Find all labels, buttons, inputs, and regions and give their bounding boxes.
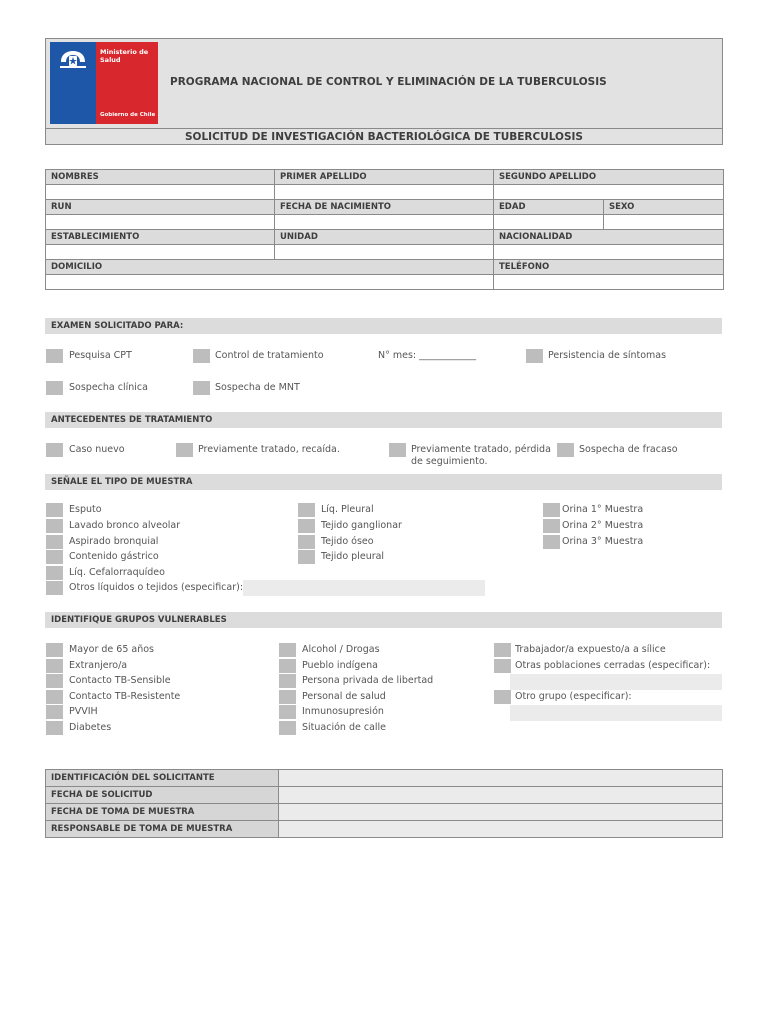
requester-table	[45, 769, 723, 838]
label-telefono: TELÉFONO	[494, 260, 724, 275]
checkbox-liq-cefalorraquideo[interactable]	[46, 566, 63, 580]
label-tejido-oseo: Tejido óseo	[321, 536, 374, 547]
field-unidad[interactable]	[275, 245, 494, 260]
label-caso-nuevo: Caso nuevo	[69, 444, 125, 455]
checkbox-sospecha-clinica[interactable]	[46, 381, 63, 395]
checkbox-otros-liquidos[interactable]	[46, 581, 63, 595]
field-fecha-nacimiento[interactable]	[275, 215, 494, 230]
checkbox-expuesto-silice[interactable]	[494, 643, 511, 657]
label-liq-cefalorraquideo: Líq. Cefalorraquídeo	[69, 567, 165, 578]
field-otros-liquidos[interactable]	[243, 580, 485, 596]
field-numero-mes[interactable]: N° mes: ____________	[378, 350, 477, 361]
field-run[interactable]	[46, 215, 275, 230]
label-establecimiento: ESTABLECIMIENTO	[46, 230, 275, 245]
checkbox-pueblo-indigena[interactable]	[279, 659, 296, 673]
label-edad: EDAD	[494, 200, 604, 215]
form-title: SOLICITUD DE INVESTIGACIÓN BACTERIOLÓGICA DE TUBERCULOSIS	[185, 131, 583, 143]
checkbox-contacto-tb-resistente[interactable]	[46, 690, 63, 704]
checkbox-otro-grupo[interactable]	[494, 690, 511, 704]
label-sospecha-clinica: Sospecha clínica	[69, 382, 148, 393]
ministerio-logo	[50, 42, 158, 124]
label-responsable-toma-muestra: RESPONSABLE DE TOMA DE MUESTRA	[46, 821, 279, 838]
label-esputo: Esputo	[69, 504, 102, 515]
label-contacto-tb-sensible: Contacto TB-Sensible	[69, 675, 171, 686]
label-situacion-calle: Situación de calle	[302, 722, 387, 733]
label-otro-grupo: Otro grupo (especificar):	[515, 691, 632, 702]
label-lavado-bronco-alveolar: Lavado bronco alveolar	[69, 520, 181, 531]
label-pvvih: PVVIH	[69, 706, 98, 717]
label-perdida-line2: de seguimiento.	[411, 456, 488, 467]
checkbox-tejido-ganglionar[interactable]	[298, 519, 315, 533]
checkbox-aspirado-bronquial[interactable]	[46, 535, 63, 549]
label-orina-1: Orina 1° Muestra	[562, 504, 644, 515]
label-primer-apellido: PRIMER APELLIDO	[275, 170, 494, 185]
field-primer-apellido[interactable]	[275, 185, 494, 200]
field-edad[interactable]	[494, 215, 604, 230]
checkbox-perdida-seguimiento[interactable]	[389, 443, 406, 457]
checkbox-privada-libertad[interactable]	[279, 674, 296, 688]
logo-ministry-text: Ministerio de Salud	[100, 48, 149, 64]
label-otros-liquidos: Otros líquidos o tejidos (especificar):	[69, 582, 244, 593]
field-sexo[interactable]	[604, 215, 724, 230]
checkbox-situacion-calle[interactable]	[279, 721, 296, 735]
label-tejido-ganglionar: Tejido ganglionar	[321, 520, 402, 531]
label-poblaciones-cerradas: Otras poblaciones cerradas (especificar):	[515, 660, 711, 671]
label-expuesto-silice: Trabajador/a expuesto/a a sílice	[515, 644, 666, 655]
label-pesquisa-cpt: Pesquisa CPT	[69, 350, 132, 361]
label-orina-2: Orina 2° Muestra	[562, 520, 644, 531]
field-telefono[interactable]	[494, 275, 724, 290]
field-segundo-apellido[interactable]	[494, 185, 724, 200]
label-fecha-solicitud: FECHA DE SOLICITUD	[46, 787, 279, 804]
label-privada-libertad: Persona privada de libertad	[302, 675, 434, 686]
label-fecha-toma-muestra: FECHA DE TOMA DE MUESTRA	[46, 804, 279, 821]
checkbox-diabetes[interactable]	[46, 721, 63, 735]
field-poblaciones-cerradas[interactable]	[510, 674, 722, 690]
section-exam: EXAMEN SOLICITADO PARA:	[45, 318, 722, 334]
label-sospecha-fracaso: Sospecha de fracaso	[579, 444, 678, 455]
field-responsable-toma-muestra[interactable]	[279, 821, 723, 838]
checkbox-poblaciones-cerradas[interactable]	[494, 659, 511, 673]
label-segundo-apellido: SEGUNDO APELLIDO	[494, 170, 724, 185]
checkbox-orina-1[interactable]	[543, 503, 560, 517]
label-sospecha-mnt: Sospecha de MNT	[215, 382, 300, 393]
label-nombres: NOMBRES	[46, 170, 275, 185]
label-identificacion-solicitante: IDENTIFICACIÓN DEL SOLICITANTE	[46, 770, 279, 787]
coat-of-arms-icon	[58, 48, 88, 70]
checkbox-lavado-bronco-alveolar[interactable]	[46, 519, 63, 533]
label-tejido-pleural: Tejido pleural	[321, 551, 385, 562]
label-recaida: Previamente tratado, recaída.	[198, 444, 340, 455]
checkbox-pesquisa-cpt[interactable]	[46, 349, 63, 363]
checkbox-orina-3[interactable]	[543, 535, 560, 549]
label-run: RUN	[46, 200, 275, 215]
checkbox-recaida[interactable]	[176, 443, 193, 457]
label-orina-3: Orina 3° Muestra	[562, 536, 644, 547]
checkbox-pvvih[interactable]	[46, 705, 63, 719]
section-treatment: ANTECEDENTES DE TRATAMIENTO	[45, 412, 722, 428]
label-alcohol-drogas: Alcohol / Drogas	[302, 644, 380, 655]
checkbox-tejido-oseo[interactable]	[298, 535, 315, 549]
label-contenido-gastrico: Contenido gástrico	[69, 551, 159, 562]
label-domicilio: DOMICILIO	[46, 260, 494, 275]
checkbox-orina-2[interactable]	[543, 519, 560, 533]
field-nombres[interactable]	[46, 185, 275, 200]
checkbox-esputo[interactable]	[46, 503, 63, 517]
field-fecha-solicitud[interactable]	[279, 787, 723, 804]
field-otro-grupo[interactable]	[510, 705, 722, 721]
label-liq-pleural: Líq. Pleural	[321, 504, 374, 515]
section-groups: IDENTIFIQUE GRUPOS VULNERABLES	[45, 612, 722, 628]
field-identificacion-solicitante[interactable]	[279, 770, 723, 787]
program-title: PROGRAMA NACIONAL DE CONTROL Y ELIMINACIÓN DE LA TUBERCULOSIS	[170, 76, 607, 88]
label-inmunosupresion: Inmunosupresión	[302, 706, 384, 717]
checkbox-extranjero[interactable]	[46, 659, 63, 673]
checkbox-mayor-65[interactable]	[46, 643, 63, 657]
checkbox-contacto-tb-sensible[interactable]	[46, 674, 63, 688]
checkbox-tejido-pleural[interactable]	[298, 550, 315, 564]
label-mayor-65: Mayor de 65 años	[69, 644, 154, 655]
label-perdida-line1: Previamente tratado, pérdida	[411, 444, 551, 455]
field-nacionalidad[interactable]	[494, 245, 724, 260]
label-nacionalidad: NACIONALIDAD	[494, 230, 724, 245]
label-diabetes: Diabetes	[69, 722, 112, 733]
field-domicilio[interactable]	[46, 275, 494, 290]
checkbox-personal-salud[interactable]	[279, 690, 296, 704]
checkbox-sospecha-mnt[interactable]	[193, 381, 210, 395]
patient-data-table	[45, 169, 724, 290]
field-establecimiento[interactable]	[46, 245, 275, 260]
field-fecha-toma-muestra[interactable]	[279, 804, 723, 821]
checkbox-caso-nuevo[interactable]	[46, 443, 63, 457]
label-persistencia-sintomas: Persistencia de síntomas	[548, 350, 667, 361]
label-unidad: UNIDAD	[275, 230, 494, 245]
label-extranjero: Extranjero/a	[69, 660, 128, 671]
label-aspirado-bronquial: Aspirado bronquial	[69, 536, 159, 547]
checkbox-control-tratamiento[interactable]	[193, 349, 210, 363]
logo-government-text: Gobierno de Chile	[100, 112, 156, 118]
label-control-tratamiento: Control de tratamiento	[215, 350, 324, 361]
checkbox-persistencia-sintomas[interactable]	[526, 349, 543, 363]
section-sample: SEÑALE EL TIPO DE MUESTRA	[45, 474, 722, 490]
checkbox-liq-pleural[interactable]	[298, 503, 315, 517]
checkbox-inmunosupresion[interactable]	[279, 705, 296, 719]
label-sexo: SEXO	[604, 200, 724, 215]
label-personal-salud: Personal de salud	[302, 691, 386, 702]
checkbox-sospecha-fracaso[interactable]	[557, 443, 574, 457]
label-fecha-nacimiento: FECHA DE NACIMIENTO	[275, 200, 494, 215]
checkbox-alcohol-drogas[interactable]	[279, 643, 296, 657]
checkbox-contenido-gastrico[interactable]	[46, 550, 63, 564]
label-contacto-tb-resistente: Contacto TB-Resistente	[69, 691, 181, 702]
label-pueblo-indigena: Pueblo indígena	[302, 660, 378, 671]
